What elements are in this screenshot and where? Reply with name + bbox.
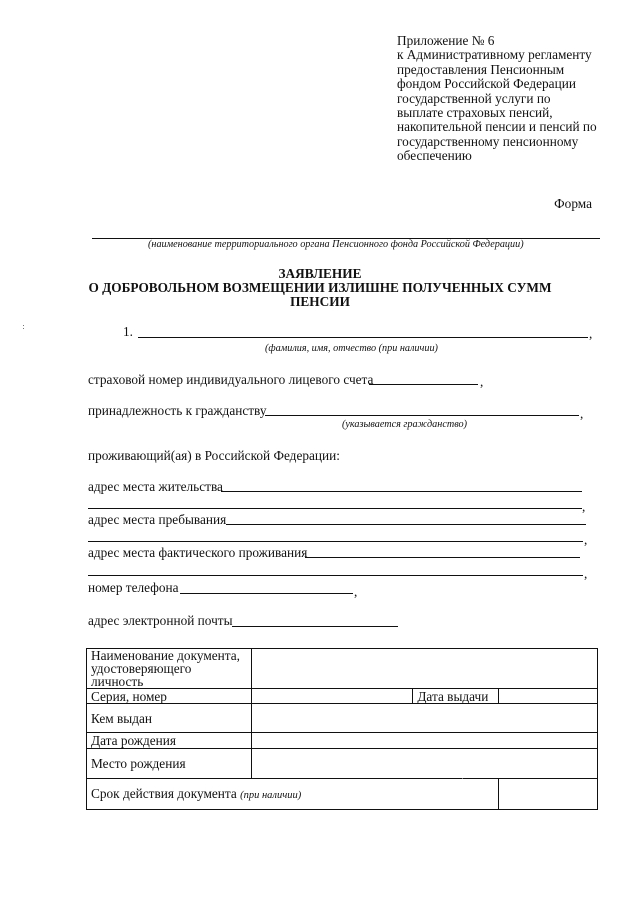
table-row <box>87 649 598 689</box>
comma: , <box>580 406 584 421</box>
birth-date-input-cell[interactable] <box>251 733 597 749</box>
issued-by-label: Кем выдан <box>87 704 252 733</box>
form-label: Форма <box>554 196 592 211</box>
table-row <box>87 733 598 749</box>
comma: , <box>354 584 358 599</box>
appendix-line: обеспечению <box>397 148 472 164</box>
residence-label: адрес места жительства <box>88 479 223 494</box>
stay-label: адрес места пребывания <box>88 512 227 527</box>
phone-label: номер телефона <box>88 580 179 595</box>
actual-address-field-line-2[interactable] <box>88 575 583 576</box>
phone-field[interactable] <box>180 593 353 594</box>
appendix-line: государственному пенсионному <box>397 133 579 149</box>
org-caption: (наименование территориального органа Пенсионного фонда Российской Федерации) <box>148 239 524 250</box>
issue-date-input-cell[interactable] <box>499 689 598 704</box>
series-label: Серия, номер <box>87 689 252 704</box>
birth-date-label: Дата рождения <box>87 733 252 749</box>
fio-field[interactable] <box>138 337 588 338</box>
issued-by-input-cell[interactable] <box>251 704 597 733</box>
validity-label-cell <box>87 779 499 810</box>
scan-speck <box>23 325 24 326</box>
appendix-line: фондом Российской Федерации <box>397 76 576 92</box>
table-row <box>87 779 598 810</box>
birth-place-input-cell[interactable] <box>251 749 597 779</box>
doc-name-input-cell[interactable] <box>251 649 597 689</box>
table-row <box>87 689 598 704</box>
actual-address-field[interactable] <box>305 557 580 558</box>
comma: , <box>480 374 484 389</box>
fio-caption: (фамилия, имя, отчество (при наличии) <box>265 343 438 354</box>
validity-label: Срок действия документа <box>91 785 237 801</box>
comma: , <box>589 326 593 341</box>
email-field[interactable] <box>232 626 398 627</box>
appendix-line: государственной услуги по <box>397 90 551 106</box>
comma: , <box>584 532 588 547</box>
citizenship-caption: (указывается гражданство) <box>342 419 467 430</box>
validity-note: (при наличии) <box>240 789 302 801</box>
residence-address-field-line-2[interactable] <box>88 508 582 509</box>
appendix-line: к Административному регламенту <box>397 47 592 63</box>
stay-address-field[interactable] <box>226 524 586 525</box>
appendix-line: выплате страховых пенсий, <box>397 105 553 121</box>
comma: , <box>584 566 588 581</box>
title-line-1: ЗАЯВЛЕНИЕ <box>278 266 362 281</box>
snils-label: страховой номер индивидуального лицевого счета <box>88 372 374 387</box>
item-number: 1. <box>123 324 133 339</box>
title-line-3: ПЕНСИИ <box>290 294 350 310</box>
appendix-line: предоставления Пенсионным <box>397 61 565 77</box>
issue-date-label: Дата выдачи <box>413 689 499 704</box>
scan-speck <box>23 328 24 329</box>
appendix-line: накопительной пенсии и пенсий по <box>397 119 597 135</box>
citizenship-field[interactable] <box>265 415 579 416</box>
title-line-2: О ДОБРОВОЛЬНОМ ВОЗМЕЩЕНИИ ИЗЛИШНЕ ПОЛУЧЕННЫХ СУММ <box>88 280 552 296</box>
table-row <box>87 749 598 779</box>
email-label: адрес электронной почты <box>88 613 233 628</box>
document-title <box>60 267 580 310</box>
snils-field[interactable] <box>369 384 478 385</box>
table-row <box>87 704 598 733</box>
appendix-line: Приложение № 6 <box>397 33 495 48</box>
actual-address-label: адрес места фактического проживания <box>88 545 308 560</box>
doc-name-label-line-1: Наименование документа, <box>91 648 240 663</box>
residence-address-field[interactable] <box>221 491 582 492</box>
doc-name-label-cell <box>87 649 252 689</box>
appendix-header <box>397 34 612 164</box>
stay-address-field-line-2[interactable] <box>88 541 583 542</box>
comma: , <box>582 499 586 514</box>
doc-name-label-line-2: удостоверяющего личность <box>91 661 192 689</box>
scan-speck <box>462 778 463 779</box>
identity-document-table <box>86 648 598 810</box>
validity-input-cell[interactable] <box>499 779 598 810</box>
series-input-cell[interactable] <box>251 689 413 704</box>
citizenship-label: принадлежность к гражданству <box>88 403 267 418</box>
birth-place-label: Место рождения <box>87 749 252 779</box>
residing-label: проживающий(ая) в Российской Федерации: <box>88 448 340 463</box>
